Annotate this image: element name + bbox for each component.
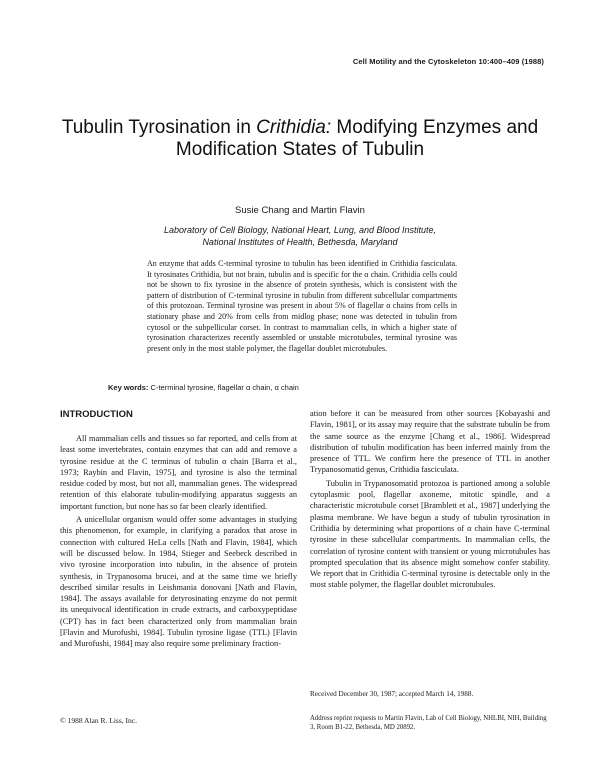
keywords-label: Key words: (108, 383, 149, 392)
authors: Susie Chang and Martin Flavin (235, 205, 365, 216)
copyright-notice: © 1988 Alan R. Liss, Inc. (60, 716, 137, 725)
section-heading-introduction: INTRODUCTION (60, 409, 133, 420)
affiliation-line-2: National Institutes of Health, Bethesda, Maryland (202, 237, 398, 247)
running-head: Cell Motility and the Cytoskeleton 10:400–409 (1988) (352, 57, 544, 66)
affiliation-line-1: Laboratory of Cell Biology, National Heart, Lung, and Blood Institute, (164, 225, 436, 235)
title-italic-genus: Crithidia: (256, 117, 332, 138)
keywords-text: C-terminal tyrosine, flagellar α chain, α chain (150, 383, 299, 392)
keywords (108, 383, 299, 392)
intro-paragraph-1: All mammalian cells and tissues so far reported, and cells from at least some invertebrates, contain enzymes that can add and remove a tyrosine residue at the C terminus of tubulin α chain [Barra et al., 1973; Raybin and Flavin, 1975], and tyrosine is also the terminal residue coded by most, but not all, mammalian genes. The widespread retention of this elaborate tubulin-modifying apparatus suggests an important function, but none has so far been clearly identified. (60, 434, 297, 511)
title-part-2: Modifying Enzymes and (331, 117, 539, 138)
intro-paragraph-4: Tubulin in Trypanosomatid protozoa is partioned among a soluble cytoplasmic pool, flagellar axoneme, mitotic spindle, and a characteristic microtubule corset [Bramblett et al., 1987] underlying the plasma membrane. We have begun a study of tubulin tyrosination in Crithidia by determining what proportions of α chain have C-terminal tyrosine in these subcellular compartments. In mammalian cells, the correlation of tyrosine content with transient or young microtubules has prompted speculation that its absence might somehow confer stability. We report that in Crithidia C-terminal tyrosine is detectable only in the most stable polymer, the flagellar doublet microtubules. (310, 478, 550, 590)
article-title (40, 117, 560, 161)
affiliation (0, 224, 600, 248)
right-column (310, 408, 550, 591)
abstract: An enzyme that adds C-terminal tyrosine to tubulin has been identified in Crithidia fasciculata. It tyrosinates Crithidia, but not brain, tubulin and is specific for the α chain. Crithidia cells could not be shown to fix tyrosine in the absence of protein synthesis, which is consistent with the pattern of distribution of C-terminal tyrosine in tubulin from different subcellular compartments of this protozoan. Terminal tyrosine was present in about 5% of flagellar α chains from cells in stationary phase and 20% from cells from midlog phase; none was detected in tubulin from cytosol or the subpellicular corset. In contrast to mammalian cells, in which a higher state of tyrosination characterizes recently assembled or unstable microtubules, terminal tyrosine was present only in the most stable polymer, the flagellar doublet microtubules. (147, 259, 457, 353)
reprint-address: Address reprint requests to Martin Flavin, Lab of Cell Biology, NHLBI, NIH, Building 3, Room B1-22, Bethesda, MD 20892. (310, 715, 547, 731)
title-part-1: Tubulin Tyrosination in (61, 117, 257, 138)
left-column (60, 433, 297, 650)
title-line-2: Modification States of Tubulin (175, 139, 425, 160)
intro-paragraph-2: A unicellular organism would offer some advantages in studying this phenomenon, for example, in clarifying a paradox that arose in connection with cultured HeLa cells [Nath and Flavin, 1984], which will be discussed below. In 1984, Stieger and Seebeck described in vivo tyrosine incorporation into tubulin, in the absence of protein synthesis, in Trypanosoma brucei, and at the same time we briefly described similar results in Leishmania donovani [Nath and Flavin, 1984]. The assays available for detyrosinating enzyme do not permit its unequivocal identification in crude extracts, and carboxypeptidase (CPT) has in fact been characterized only from mammalian brain [Flavin and Murofushi, 1984]. Tubulin tyrosine ligase (TTL) [Flavin and Murofushi, 1984] may also require some preliminary fraction- (60, 515, 297, 649)
received-dates: Received December 30, 1987; accepted March 14, 1988. (310, 690, 474, 698)
intro-paragraph-3: ation before it can be measured from other sources [Kobayashi and Flavin, 1981], or its assay may require that the substrate tubulin be from the same source as the enzyme [Chang et al., 1986]. Widespread distribution of tubulin modification has been inferred mainly from the presence of TTL. We confirm here the presence of TTL in another Trypanosomatid genus, Crithidia fasciculata. (310, 409, 550, 475)
